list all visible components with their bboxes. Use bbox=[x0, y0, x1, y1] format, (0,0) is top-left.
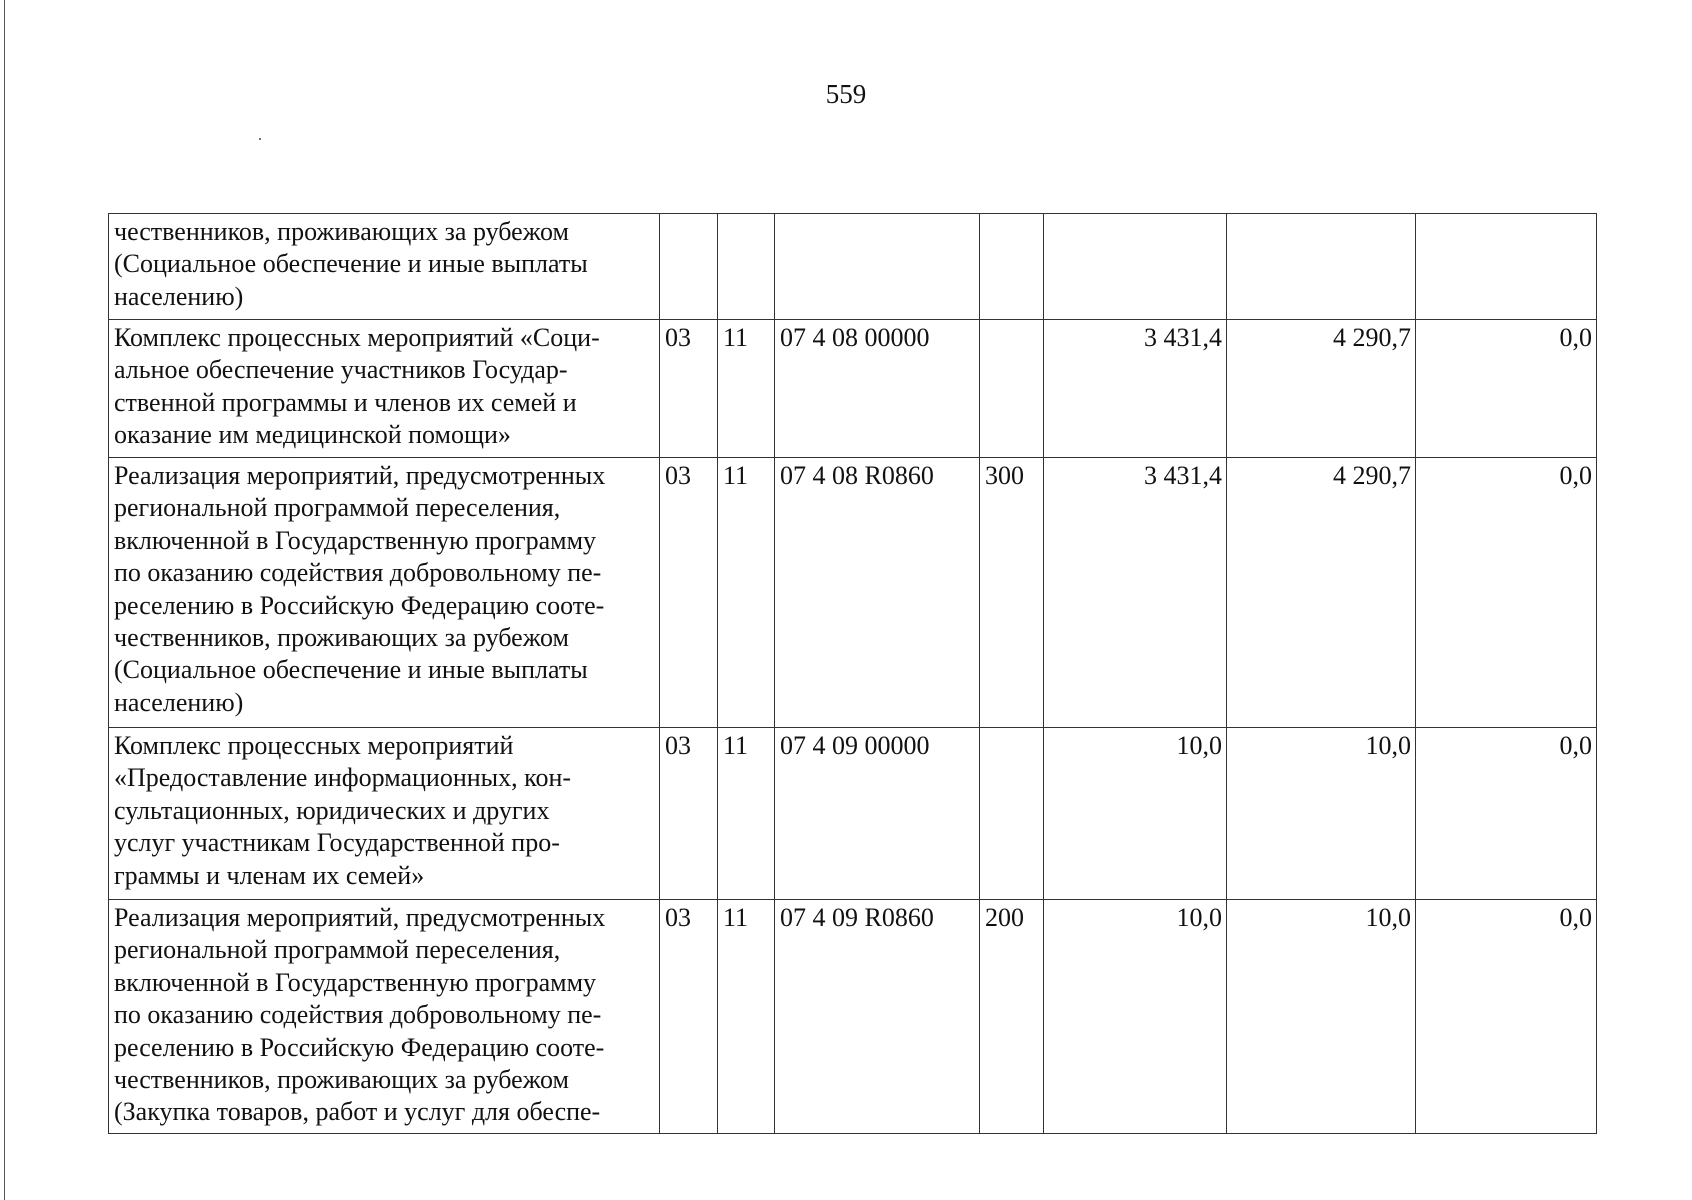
row-description: Реализация мероприятий, предусмотренных региональной программой переселения, включенной в Государственную программу по оказанию содействия добровольному пе- реселению в Российскую Федерацию соотe- чественников, проживающих за рубежом (Социальное обеспечение и иные выплаты населению) bbox=[109, 458, 660, 728]
row-amount-2: 10,0 bbox=[1227, 728, 1416, 900]
row-amount-1: 10,0 bbox=[1044, 900, 1227, 1134]
row-target-article: 07 4 09 R0860 bbox=[775, 900, 980, 1134]
row-subsection bbox=[718, 214, 775, 320]
budget-table bbox=[108, 213, 1597, 1134]
row-section bbox=[660, 214, 718, 320]
row-target-article: 07 4 08 R0860 bbox=[775, 458, 980, 728]
row-amount-1: 10,0 bbox=[1044, 728, 1227, 900]
row-amount-3: 0,0 bbox=[1416, 900, 1597, 1134]
scan-edge-line bbox=[4, 0, 5, 1200]
row-section: 03 bbox=[660, 320, 718, 458]
row-expense-kind bbox=[980, 214, 1044, 320]
row-section: 03 bbox=[660, 458, 718, 728]
row-amount-3 bbox=[1416, 214, 1597, 320]
row-amount-1: 3 431,4 bbox=[1044, 320, 1227, 458]
row-expense-kind bbox=[980, 728, 1044, 900]
row-subsection: 11 bbox=[718, 728, 775, 900]
row-target-article: 07 4 09 00000 bbox=[775, 728, 980, 900]
table-row bbox=[109, 728, 1597, 900]
row-description: Комплекс процессных мероприятий «Соци- альное обеспечение участников Государ- ственной программы и членов их семей и оказание им медицинской помощи» bbox=[109, 320, 660, 458]
row-description: Реализация мероприятий, предусмотренных региональной программой переселения, включенной в Государственную программу по оказанию содействия добровольному пе- реселению в Российскую Федерацию соотe- чественников, проживающих за рубежом (Закупка товаров, работ и услуг для обеспе- bbox=[109, 900, 660, 1134]
row-section: 03 bbox=[660, 728, 718, 900]
row-target-article: 07 4 08 00000 bbox=[775, 320, 980, 458]
table-row bbox=[109, 214, 1597, 320]
page-number: 559 bbox=[825, 79, 867, 109]
row-description: Комплекс процессных мероприятий «Предоставление информационных, кон- сультационных, юридических и других услуг участникам Государственной про- граммы и членам их семей» bbox=[109, 728, 660, 900]
row-expense-kind bbox=[980, 320, 1044, 458]
row-amount-3: 0,0 bbox=[1416, 320, 1597, 458]
scan-speck bbox=[259, 138, 261, 140]
row-section: 03 bbox=[660, 900, 718, 1134]
table-row bbox=[109, 900, 1597, 1134]
row-amount-3: 0,0 bbox=[1416, 728, 1597, 900]
row-subsection: 11 bbox=[718, 320, 775, 458]
table-row bbox=[109, 320, 1597, 458]
row-target-article bbox=[775, 214, 980, 320]
row-description: чественников, проживающих за рубежом (Социальное обеспечение и иные выплаты населению) bbox=[109, 214, 660, 320]
row-amount-1 bbox=[1044, 214, 1227, 320]
row-expense-kind: 200 bbox=[980, 900, 1044, 1134]
row-amount-2: 4 290,7 bbox=[1227, 320, 1416, 458]
table-row bbox=[109, 458, 1597, 728]
row-subsection: 11 bbox=[718, 458, 775, 728]
row-amount-2: 4 290,7 bbox=[1227, 458, 1416, 728]
row-amount-1: 3 431,4 bbox=[1044, 458, 1227, 728]
row-amount-2 bbox=[1227, 214, 1416, 320]
row-amount-3: 0,0 bbox=[1416, 458, 1597, 728]
row-amount-2: 10,0 bbox=[1227, 900, 1416, 1134]
row-subsection: 11 bbox=[718, 900, 775, 1134]
row-expense-kind: 300 bbox=[980, 458, 1044, 728]
